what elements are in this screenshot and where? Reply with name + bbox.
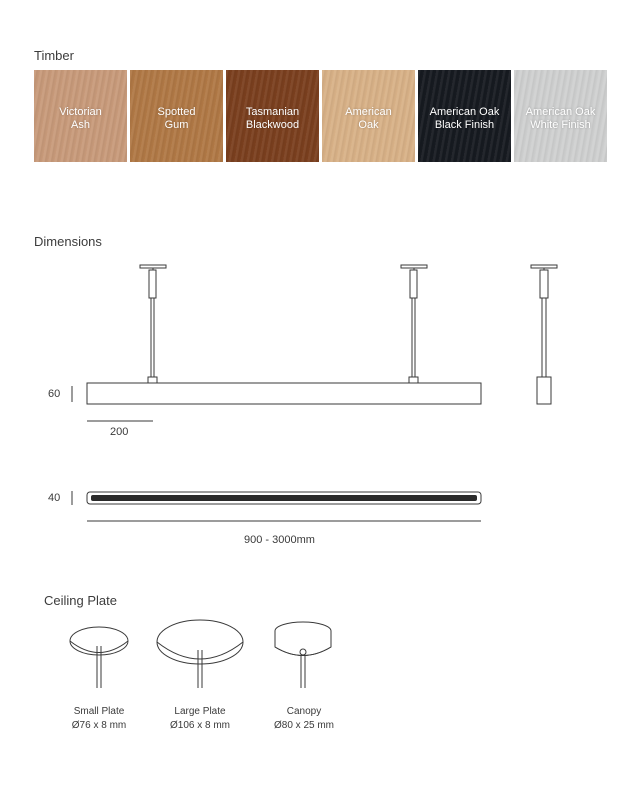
canopy-drawing	[275, 622, 331, 688]
canopy-size: Ø80 x 25 mm	[273, 720, 335, 731]
width-dimension-label: 40	[48, 492, 61, 504]
small-plate-name: Small Plate	[73, 706, 125, 717]
swatch-label: American Oak Black Finish	[429, 106, 500, 131]
height-dimension-label: 60	[48, 388, 61, 400]
swatch-label: American Oak White Finish	[525, 106, 596, 131]
small-plate-caption	[44, 705, 154, 733]
timber-section-title: Timber	[34, 48, 74, 63]
pendant-end-view	[531, 265, 557, 404]
swatch-label: Victorian Ash	[59, 106, 102, 131]
swatch-label: Spotted Gum	[157, 106, 196, 131]
offset-dimension-label: 200	[110, 426, 129, 438]
swatch-label: Tasmanian Blackwood	[245, 106, 300, 131]
suspension-left	[140, 265, 166, 383]
large-plate-caption	[145, 705, 255, 733]
swatch-label: American Oak	[345, 106, 392, 131]
small-plate-size: Ø76 x 8 mm	[71, 720, 127, 731]
dimensions-section-title: Dimensions	[34, 234, 102, 249]
canopy-caption	[249, 705, 359, 733]
canopy-name: Canopy	[286, 706, 322, 717]
length-dimension-label: 900 - 3000mm	[244, 534, 315, 546]
large-plate-drawing	[157, 620, 243, 688]
small-plate-drawing	[70, 627, 128, 688]
large-plate-name: Large Plate	[174, 706, 226, 717]
large-plate-size: Ø106 x 8 mm	[169, 720, 231, 731]
pendant-bar-side-view	[87, 383, 481, 404]
pendant-bar-bottom-view	[87, 492, 481, 504]
suspension-right	[401, 265, 427, 383]
ceiling-plate-section-title: Ceiling Plate	[44, 593, 117, 608]
